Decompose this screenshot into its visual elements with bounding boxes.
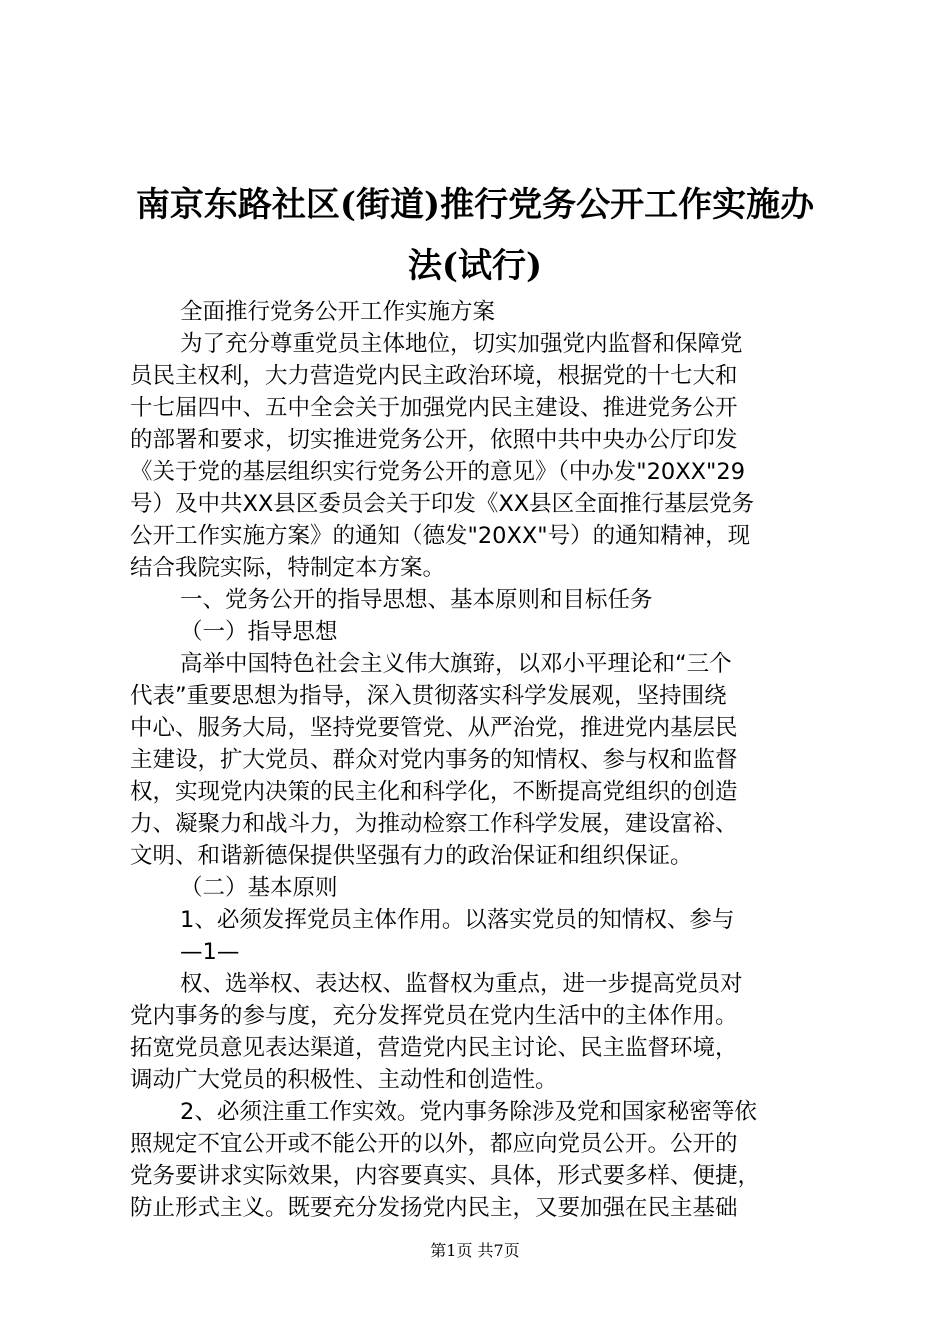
body-line: 公开工作实施方案》的通知（德发"20XX"号）的通知精神，现 — [130, 523, 751, 549]
document-title-line-1: 南京东路社区(街道)推行党务公开工作实施办 — [135, 185, 815, 225]
body-line: 结合我院实际，特制定本方案。 — [130, 555, 446, 581]
body-line: 《关于党的基层组织实行党务公开的意见》（中办发"20XX"29 — [130, 459, 746, 485]
body-line: 照规定不宜公开或不能公开的以外，都应向党员公开。公开的 — [130, 1131, 738, 1157]
body-line: 力、凝聚力和战斗力，为推动检察工作科学发展，建设富裕、 — [130, 811, 738, 837]
body-line: 1、必须发挥党员主体作用。以落实党员的知情权、参与 — [180, 907, 735, 933]
body-line: 权，实现党内决策的民主化和科学化，不断提高党组织的创造 — [130, 779, 738, 805]
section-heading: 一、党务公开的指导思想、基本原则和目标任务 — [180, 587, 653, 613]
page-footer: 第1页 共7页 — [430, 1241, 520, 1260]
body-line: 党内事务的参与度，充分发挥党员在党内生活中的主体作用。 — [130, 1003, 738, 1029]
body-line: 主建设，扩大党员、群众对党内事务的知情权、参与权和监督 — [130, 747, 738, 773]
subsection-heading: （二）基本原则 — [180, 875, 338, 901]
body-line: 党务要讲求实际效果，内容要真实、具体，形式要多样、便捷， — [130, 1163, 761, 1189]
inline-page-marker: —1— — [180, 939, 240, 965]
body-line: 中心、服务大局，坚持党要管党、从严治党，推进党内基层民 — [130, 715, 738, 741]
body-line: 高举中国特色社会主义伟大旗臶，以邓小平理论和“三个 — [180, 651, 732, 677]
document-title-line-2: 法(试行) — [407, 246, 543, 286]
body-line: 2、必须注重工作实效。党内事务除涉及党和国家秘密等依 — [180, 1099, 757, 1125]
body-line: 调动广大党员的积极性、主动性和创造性。 — [130, 1067, 558, 1093]
body-line: 拓宽党员意见表达渠道，营造党内民主讨论、民主监督环境， — [130, 1035, 738, 1061]
body-line: 代表”重要思想为指导，深入贯彻落实科学发展观，坚持围绕 — [130, 683, 727, 709]
body-line: 号）及中共XX县区委员会关于印发《XX县区全面推行基层党务 — [130, 491, 755, 517]
body-line: 权、选举权、表达权、监督权为重点，进一步提高党员对 — [180, 971, 743, 997]
body-line: 全面推行党务公开工作实施方案 — [180, 299, 496, 325]
body-line: 文明、和谐新德保提供坚强有力的政治保证和组织保证。 — [130, 843, 693, 869]
body-line: 员民主权利，大力营造党内民主政治环境，根据党的十七大和 — [130, 363, 738, 389]
body-line: 为了充分尊重党员主体地位，切实加强党内监督和保障党 — [180, 331, 743, 357]
body-line: 的部署和要求，切实推进党务公开，依照中共中央办公厅印发 — [130, 427, 738, 453]
body-line: 十七届四中、五中全会关于加强党内民主建设、推进党务公开 — [130, 395, 738, 421]
subsection-heading: （一）指导思想 — [180, 619, 338, 645]
body-line: 防止形式主义。既要充分发扬党内民主，又要加强在民主基础 — [130, 1195, 738, 1221]
